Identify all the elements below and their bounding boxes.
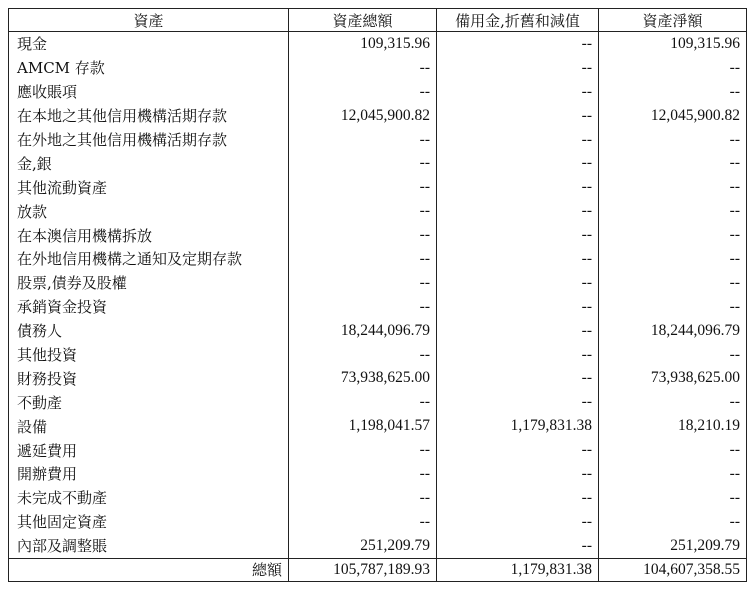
total-row	[9, 558, 747, 581]
row-net-value: --	[599, 486, 747, 510]
row-provision-value: --	[437, 56, 599, 80]
row-label: 開辦費用	[9, 462, 289, 486]
row-label: 股票,債券及股權	[9, 271, 289, 295]
row-gross-value: --	[289, 510, 437, 534]
row-net-value: --	[599, 223, 747, 247]
row-label: 遞延費用	[9, 438, 289, 462]
row-gross-value: 109,315.96	[289, 32, 437, 56]
row-provision-value: --	[437, 199, 599, 223]
row-gross-value: --	[289, 486, 437, 510]
row-net-value: --	[599, 247, 747, 271]
table-row	[9, 366, 747, 390]
row-net-value: 109,315.96	[599, 32, 747, 56]
table-row	[9, 534, 747, 558]
table-row	[9, 247, 747, 271]
table-row	[9, 271, 747, 295]
balance-sheet-table	[8, 8, 747, 582]
row-gross-value: 1,198,041.57	[289, 414, 437, 438]
row-provision-value: --	[437, 343, 599, 367]
row-provision-value: 1,179,831.38	[437, 414, 599, 438]
row-net-value: --	[599, 295, 747, 319]
header-gross-assets: 資產總額	[289, 9, 437, 32]
row-label: 現金	[9, 32, 289, 56]
table-row	[9, 390, 747, 414]
row-label: 不動產	[9, 390, 289, 414]
row-net-value: --	[599, 56, 747, 80]
table-row	[9, 486, 747, 510]
row-net-value: 73,938,625.00	[599, 366, 747, 390]
table-row	[9, 462, 747, 486]
row-net-value: --	[599, 390, 747, 414]
row-label: 債務人	[9, 319, 289, 343]
row-provision-value: --	[437, 223, 599, 247]
row-provision-value: --	[437, 271, 599, 295]
row-label: 在本地之其他信用機構活期存款	[9, 104, 289, 128]
row-label: AMCM 存款	[9, 56, 289, 80]
table-row	[9, 295, 747, 319]
row-gross-value: --	[289, 56, 437, 80]
row-gross-value: 73,938,625.00	[289, 366, 437, 390]
row-label: 在外地信用機構之通知及定期存款	[9, 247, 289, 271]
row-net-value: 251,209.79	[599, 534, 747, 558]
row-gross-value: --	[289, 151, 437, 175]
row-label: 放款	[9, 199, 289, 223]
row-net-value: 18,244,096.79	[599, 319, 747, 343]
row-label: 其他流動資產	[9, 175, 289, 199]
row-provision-value: --	[437, 534, 599, 558]
row-gross-value: --	[289, 223, 437, 247]
row-gross-value: 251,209.79	[289, 534, 437, 558]
row-label: 在本澳信用機構拆放	[9, 223, 289, 247]
row-label: 應收賬項	[9, 80, 289, 104]
row-net-value: --	[599, 151, 747, 175]
total-label: 總額	[9, 558, 289, 581]
row-provision-value: --	[437, 390, 599, 414]
row-gross-value: --	[289, 128, 437, 152]
row-label: 金,銀	[9, 151, 289, 175]
table-row	[9, 319, 747, 343]
table-row	[9, 175, 747, 199]
row-provision-value: --	[437, 319, 599, 343]
row-gross-value: --	[289, 175, 437, 199]
row-gross-value: 18,244,096.79	[289, 319, 437, 343]
row-gross-value: --	[289, 438, 437, 462]
row-provision-value: --	[437, 295, 599, 319]
row-label: 財務投資	[9, 366, 289, 390]
row-provision-value: --	[437, 462, 599, 486]
row-label: 在外地之其他信用機構活期存款	[9, 128, 289, 152]
row-provision-value: --	[437, 486, 599, 510]
row-net-value: 18,210.19	[599, 414, 747, 438]
row-label: 其他投資	[9, 343, 289, 367]
row-net-value: --	[599, 343, 747, 367]
total-gross: 105,787,189.93	[289, 558, 437, 581]
row-provision-value: --	[437, 80, 599, 104]
header-net-assets: 資產淨額	[599, 9, 747, 32]
row-provision-value: --	[437, 128, 599, 152]
row-net-value: --	[599, 80, 747, 104]
row-net-value: --	[599, 271, 747, 295]
row-provision-value: --	[437, 510, 599, 534]
row-label: 承銷資金投資	[9, 295, 289, 319]
header-assets: 資產	[9, 9, 289, 32]
row-label: 未完成不動產	[9, 486, 289, 510]
table-row	[9, 128, 747, 152]
row-net-value: --	[599, 438, 747, 462]
row-provision-value: --	[437, 32, 599, 56]
row-label: 設備	[9, 414, 289, 438]
table-row	[9, 199, 747, 223]
table-row	[9, 56, 747, 80]
row-gross-value: --	[289, 343, 437, 367]
row-net-value: 12,045,900.82	[599, 104, 747, 128]
row-provision-value: --	[437, 151, 599, 175]
table-row	[9, 438, 747, 462]
table-row	[9, 151, 747, 175]
table-row	[9, 510, 747, 534]
total-net: 104,607,358.55	[599, 558, 747, 581]
table-row	[9, 32, 747, 56]
row-provision-value: --	[437, 247, 599, 271]
row-gross-value: 12,045,900.82	[289, 104, 437, 128]
table-row	[9, 414, 747, 438]
table-row	[9, 343, 747, 367]
row-gross-value: --	[289, 271, 437, 295]
row-provision-value: --	[437, 438, 599, 462]
table-row	[9, 223, 747, 247]
row-label: 其他固定資產	[9, 510, 289, 534]
row-gross-value: --	[289, 462, 437, 486]
row-gross-value: --	[289, 199, 437, 223]
table-body	[9, 32, 747, 559]
header-row	[9, 9, 747, 32]
row-net-value: --	[599, 128, 747, 152]
row-label: 內部及調整賬	[9, 534, 289, 558]
row-net-value: --	[599, 199, 747, 223]
header-provisions: 備用金,折舊和減值	[437, 9, 599, 32]
row-net-value: --	[599, 510, 747, 534]
table-row	[9, 104, 747, 128]
row-gross-value: --	[289, 295, 437, 319]
row-gross-value: --	[289, 390, 437, 414]
row-gross-value: --	[289, 80, 437, 104]
row-provision-value: --	[437, 175, 599, 199]
row-provision-value: --	[437, 366, 599, 390]
row-provision-value: --	[437, 104, 599, 128]
row-net-value: --	[599, 175, 747, 199]
row-net-value: --	[599, 462, 747, 486]
table-row	[9, 80, 747, 104]
total-provision: 1,179,831.38	[437, 558, 599, 581]
row-gross-value: --	[289, 247, 437, 271]
